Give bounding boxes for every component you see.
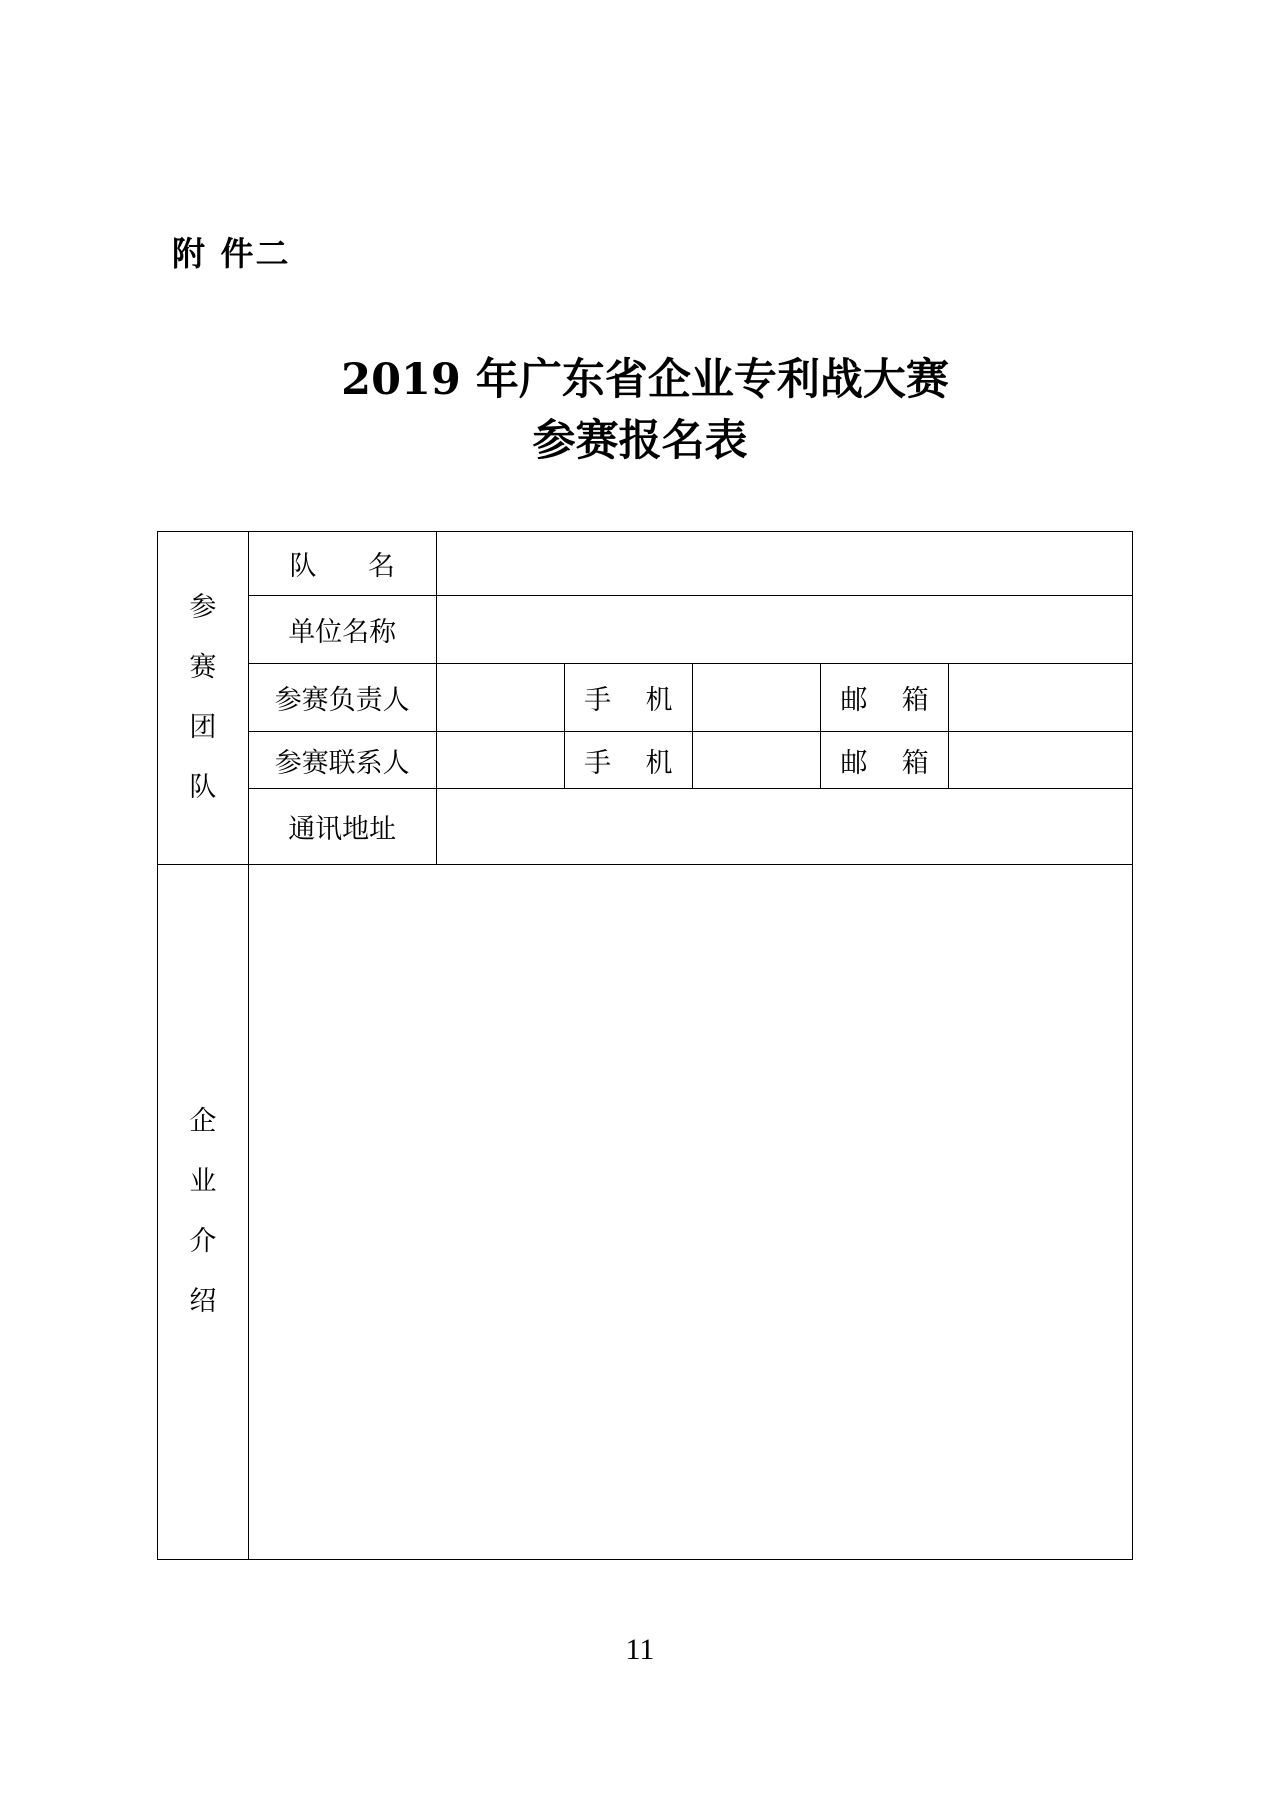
- leader-email-label: 邮 箱: [821, 664, 949, 732]
- org-name-label: 单位名称: [248, 596, 436, 664]
- table-row-company-intro: [158, 865, 1133, 1560]
- team-section-label-cell: [158, 532, 249, 865]
- address-field[interactable]: [436, 789, 1132, 865]
- leader-phone-label: 手 机: [564, 664, 692, 732]
- team-name-field[interactable]: [436, 532, 1132, 596]
- team-name-label: 队 名: [248, 532, 436, 596]
- company-section-label: 企业介绍: [189, 1106, 217, 1317]
- form-title: 2019 年广东省企业专利战大赛: [341, 355, 949, 405]
- table-row-address: [158, 789, 1133, 865]
- contact-phone-label: 手 机: [564, 732, 692, 789]
- company-intro-field[interactable]: [248, 865, 1132, 1560]
- contact-name-field[interactable]: [436, 732, 564, 789]
- attachment-label: 附 件二: [172, 234, 291, 273]
- team-section-label: 参赛团队: [189, 592, 217, 803]
- leader-email-field[interactable]: [949, 664, 1133, 732]
- contact-email-label: 邮 箱: [821, 732, 949, 789]
- address-label: 通讯地址: [248, 789, 436, 865]
- contact-email-field[interactable]: [949, 732, 1133, 789]
- table-row-org-name: [158, 596, 1133, 664]
- company-section-label-cell: [158, 865, 249, 1560]
- leader-label: 参赛负责人: [248, 664, 436, 732]
- leader-phone-field[interactable]: [692, 664, 820, 732]
- table-row-contact: [158, 732, 1133, 789]
- page-number: 11: [625, 1633, 655, 1666]
- form-subtitle: 参赛报名表: [532, 416, 748, 466]
- table-row-leader: [158, 664, 1133, 732]
- contact-phone-field[interactable]: [692, 732, 820, 789]
- leader-name-field[interactable]: [436, 664, 564, 732]
- contact-label: 参赛联系人: [248, 732, 436, 789]
- org-name-field[interactable]: [436, 596, 1132, 664]
- registration-form-table: [157, 531, 1133, 1560]
- table-row-team-name: [158, 532, 1133, 596]
